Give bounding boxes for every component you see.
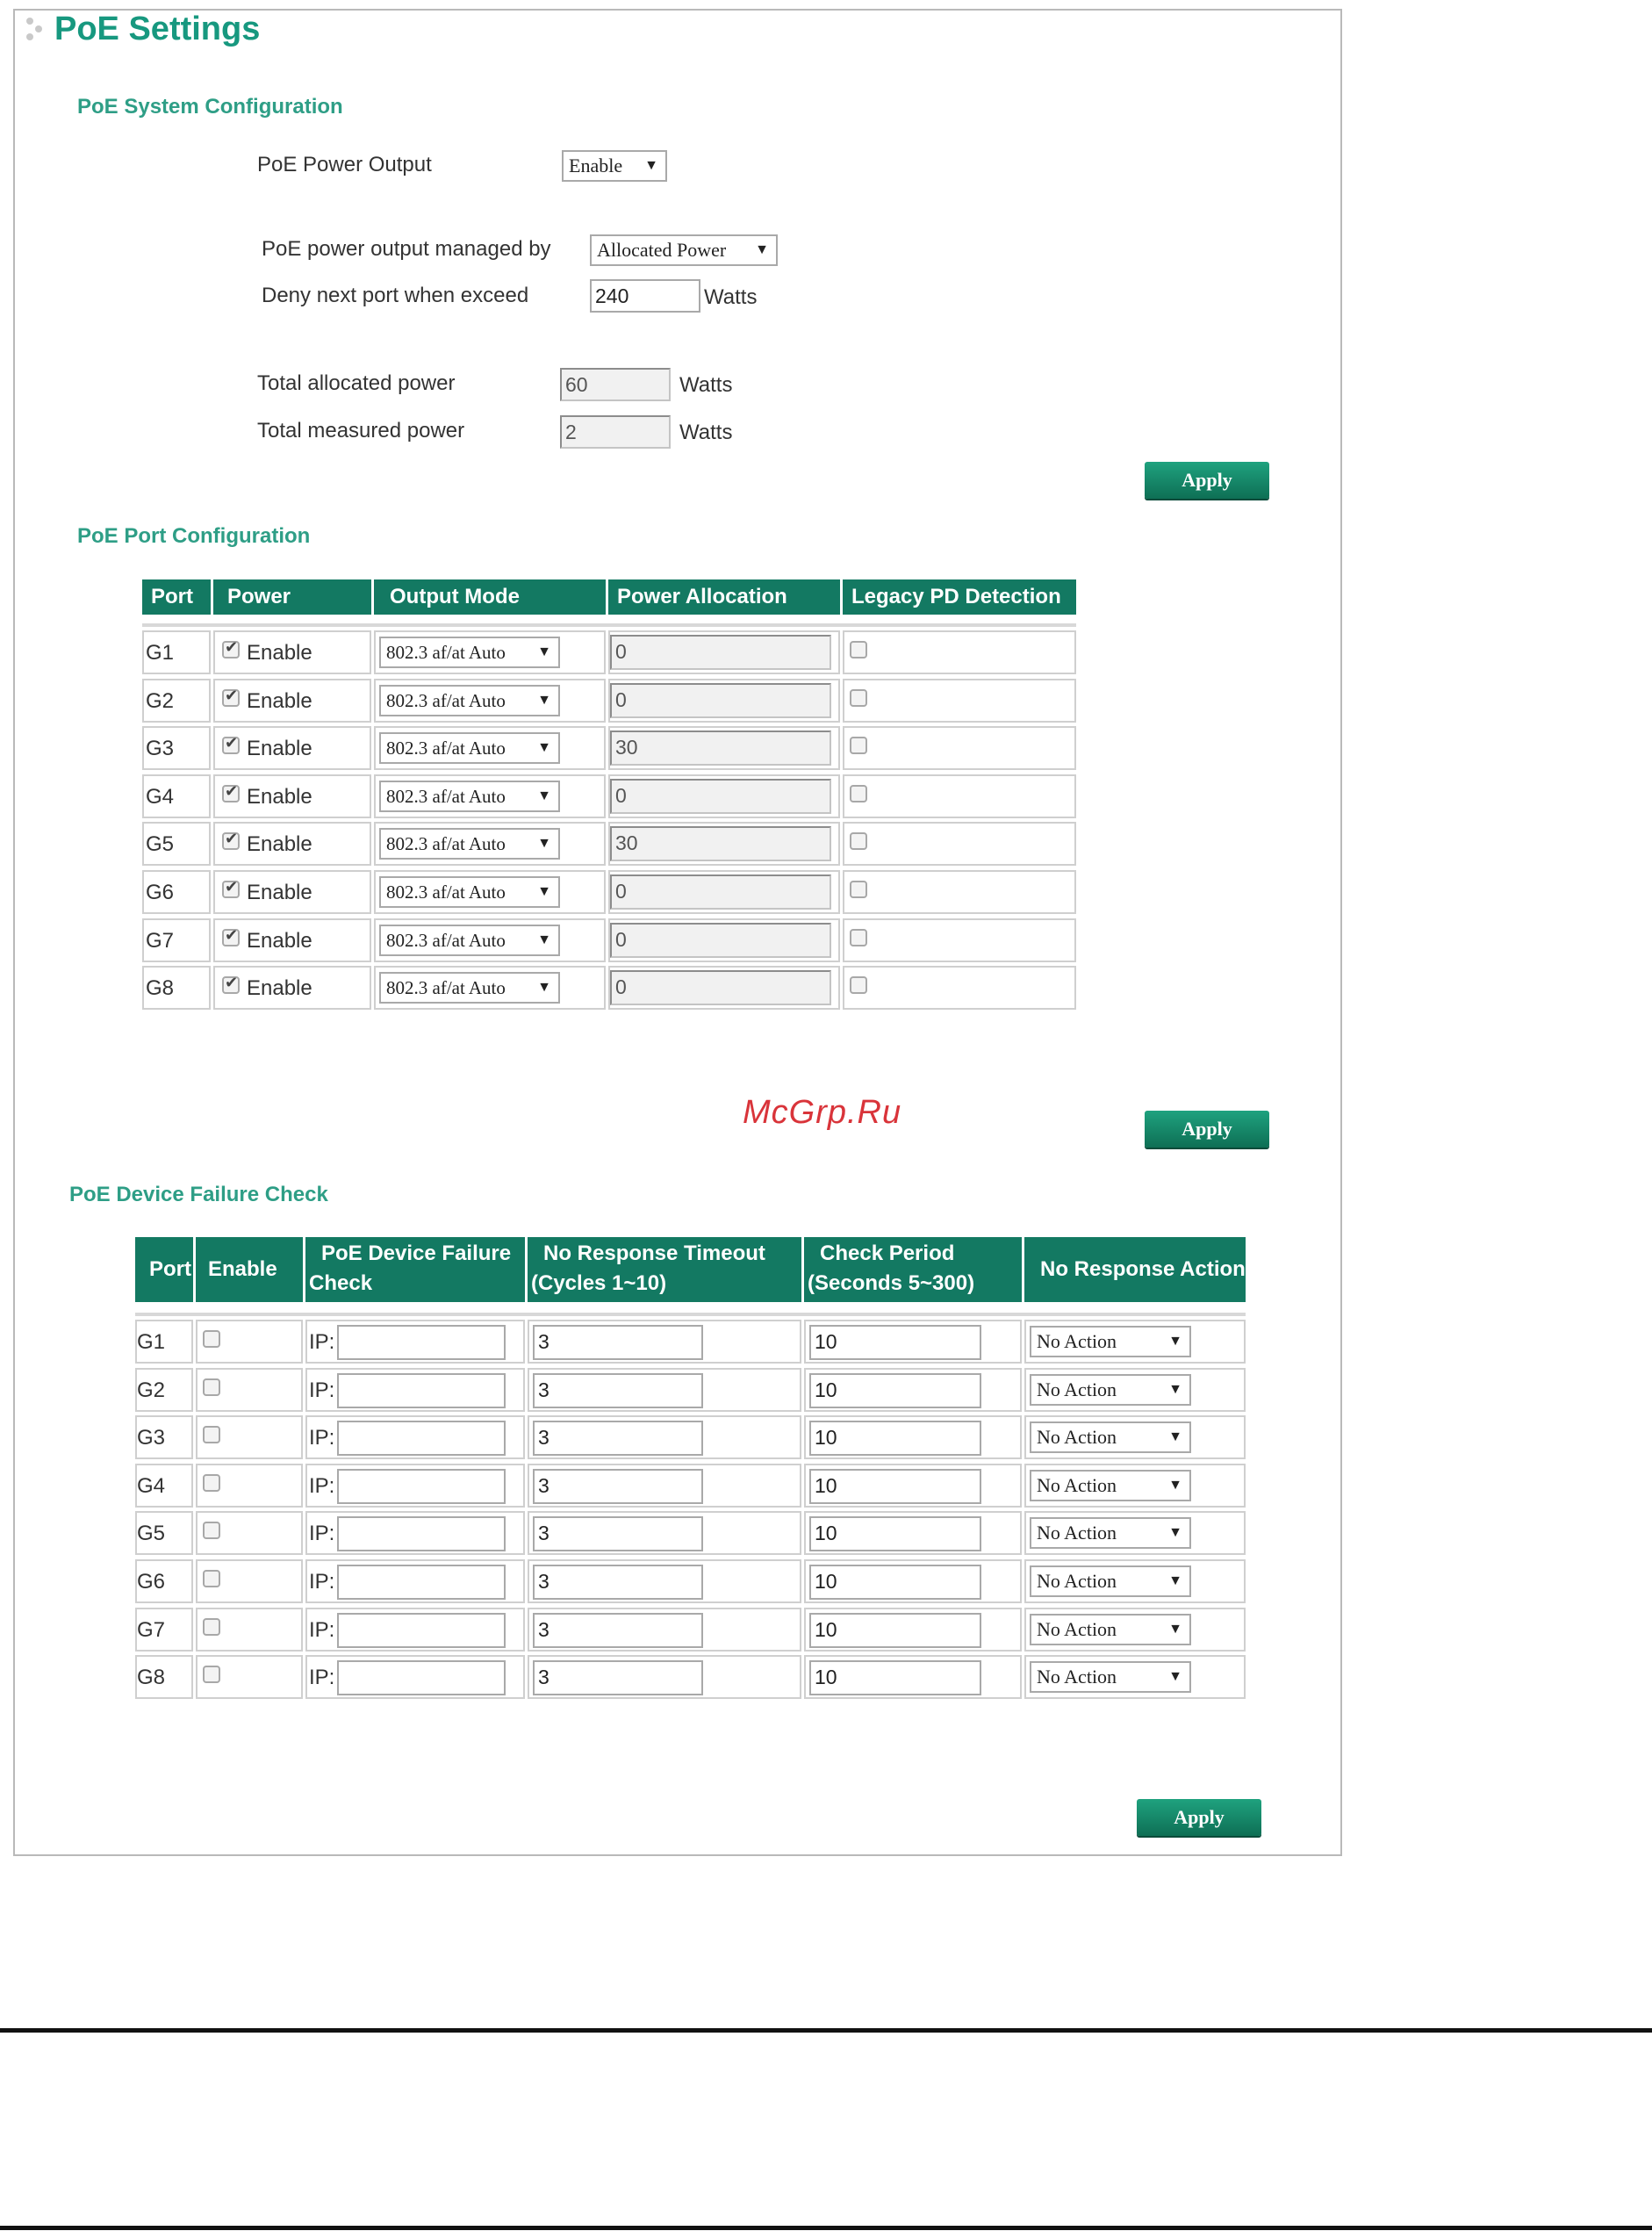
system-config-title: PoE System Configuration	[77, 95, 343, 119]
power-cell	[213, 630, 371, 674]
total-allocated-label: Total allocated power	[257, 371, 456, 395]
power-output-select[interactable]	[562, 150, 667, 182]
dropdown-arrow-icon: ▼	[1168, 1669, 1182, 1685]
output-mode-cell	[374, 774, 606, 818]
fc-period-input[interactable]: 10	[809, 1325, 981, 1360]
page-rule-top	[0, 2028, 1652, 2033]
power-enable-label: Enable	[247, 737, 312, 761]
fc-period-input[interactable]: 10	[809, 1421, 981, 1456]
title-bullet-icon	[25, 18, 51, 44]
fc-timeout-header-line1: No Response Timeout	[543, 1241, 765, 1265]
legacy-cell	[843, 918, 1076, 962]
fc-ip-cell	[305, 1511, 525, 1555]
legacy-pd-checkbox[interactable]	[850, 737, 867, 754]
power-output-label: PoE Power Output	[257, 153, 432, 176]
fc-ip-label: IP:	[309, 1666, 335, 1690]
fc-timeout-cell	[528, 1415, 801, 1459]
fc-enable-cell	[196, 1415, 303, 1459]
output-mode-cell	[374, 966, 606, 1010]
power-enable-checkbox[interactable]	[222, 689, 240, 707]
allocation-field: 0	[610, 635, 831, 670]
power-cell	[213, 774, 371, 818]
dropdown-arrow-icon: ▼	[1168, 1429, 1182, 1445]
fc-ip-label: IP:	[309, 1522, 335, 1546]
fc-enable-checkbox[interactable]	[203, 1330, 220, 1348]
allocation-field: 30	[610, 826, 831, 861]
failure-check-apply-button[interactable]: Apply	[1137, 1799, 1261, 1836]
managed-by-value: Allocated Power	[597, 239, 727, 261]
power-enable-checkbox[interactable]	[222, 832, 240, 850]
fc-enable-checkbox[interactable]	[203, 1570, 220, 1587]
managed-by-label: PoE power output managed by	[262, 237, 551, 261]
power-enable-checkbox[interactable]	[222, 641, 240, 659]
fc-action-value: No Action	[1037, 1378, 1117, 1400]
port-label: G4	[146, 784, 175, 809]
fc-action-value: No Action	[1037, 1473, 1117, 1496]
fc-action-value: No Action	[1037, 1666, 1117, 1688]
fc-ip-input[interactable]	[337, 1421, 506, 1456]
port-header: Port	[142, 579, 211, 615]
power-cell	[213, 726, 371, 770]
fc-port-label: G8	[137, 1666, 166, 1690]
dropdown-arrow-icon: ▼	[1168, 1573, 1182, 1588]
output-mode-select[interactable]	[379, 732, 560, 764]
output-mode-cell	[374, 870, 606, 914]
fc-action-cell	[1024, 1320, 1246, 1364]
output-mode-cell	[374, 679, 606, 723]
port-cell	[142, 870, 211, 914]
fc-action-cell	[1024, 1608, 1246, 1652]
power-output-value: Enable	[569, 155, 623, 176]
fc-port-label: G5	[137, 1522, 166, 1546]
allocation-cell	[608, 822, 840, 866]
dropdown-arrow-icon: ▼	[537, 980, 551, 996]
fc-enable-cell	[196, 1368, 303, 1412]
fc-port-label: G2	[137, 1378, 166, 1402]
fc-timeout-input[interactable]: 3	[533, 1613, 703, 1648]
fc-ip-cell	[305, 1559, 525, 1603]
port-label: G3	[146, 737, 175, 761]
power-enable-label: Enable	[247, 832, 312, 857]
fc-action-select[interactable]	[1030, 1661, 1191, 1693]
legacy-cell	[843, 822, 1076, 866]
fc-ip-label: IP:	[309, 1330, 335, 1354]
total-measured-field: 2	[560, 415, 671, 449]
fc-timeout-input[interactable]: 3	[533, 1421, 703, 1456]
power-allocation-header: Power Allocation	[608, 579, 840, 615]
output-mode-cell	[374, 726, 606, 770]
legacy-pd-checkbox[interactable]	[850, 832, 867, 850]
fc-enable-cell	[196, 1464, 303, 1508]
fc-timeout-cell	[528, 1608, 801, 1652]
fc-action-header: No Response Action	[1024, 1237, 1246, 1302]
fc-ip-input[interactable]	[337, 1469, 506, 1504]
fc-ip-cell	[305, 1368, 525, 1412]
output-mode-value: 802.3 af/at Auto	[386, 785, 506, 807]
fc-port-label: G4	[137, 1473, 166, 1498]
fc-ip-label: IP:	[309, 1570, 335, 1594]
power-enable-checkbox[interactable]	[222, 785, 240, 802]
fc-timeout-input[interactable]: 3	[533, 1469, 703, 1504]
power-enable-checkbox[interactable]	[222, 881, 240, 898]
fc-period-header-line2: (Seconds 5~300)	[808, 1271, 975, 1295]
output-mode-select[interactable]	[379, 781, 560, 812]
fc-ip-cell	[305, 1320, 525, 1364]
fc-period-input[interactable]: 10	[809, 1516, 981, 1551]
fc-action-select[interactable]	[1030, 1614, 1191, 1645]
fc-port-label: G1	[137, 1330, 166, 1354]
power-enable-label: Enable	[247, 784, 312, 809]
fc-period-cell	[804, 1655, 1022, 1699]
power-cell	[213, 870, 371, 914]
allocation-cell	[608, 630, 840, 674]
fc-action-cell	[1024, 1415, 1246, 1459]
allocation-field: 0	[610, 779, 831, 814]
dropdown-arrow-icon: ▼	[537, 788, 551, 803]
legacy-pd-checkbox[interactable]	[850, 641, 867, 659]
fc-period-cell	[804, 1559, 1022, 1603]
port-cell	[142, 774, 211, 818]
allocation-field: 30	[610, 730, 831, 766]
fc-ip-input[interactable]	[337, 1613, 506, 1648]
watermark-text: McGrp.Ru	[743, 1094, 902, 1131]
fc-enable-cell	[196, 1559, 303, 1603]
port-cell	[142, 966, 211, 1010]
fc-period-input[interactable]: 10	[809, 1565, 981, 1600]
allocation-cell	[608, 679, 840, 723]
deny-next-port-label: Deny next port when exceed	[262, 284, 529, 307]
port-label: G6	[146, 881, 175, 904]
fc-timeout-input[interactable]: 3	[533, 1565, 703, 1600]
fc-timeout-input[interactable]: 3	[533, 1516, 703, 1551]
fc-ip-cell	[305, 1464, 525, 1508]
fc-action-value: No Action	[1037, 1426, 1117, 1449]
deny-next-port-input[interactable]: 240	[590, 279, 700, 313]
fc-action-cell	[1024, 1368, 1246, 1412]
managed-by-select[interactable]	[590, 234, 778, 266]
output-mode-select[interactable]	[379, 925, 560, 956]
fc-ip-label: IP:	[309, 1617, 335, 1642]
fc-action-select[interactable]	[1030, 1374, 1191, 1406]
port-config-title: PoE Port Configuration	[77, 524, 311, 548]
output-mode-cell	[374, 630, 606, 674]
legacy-cell	[843, 774, 1076, 818]
fc-check-header-line1: PoE Device Failure	[321, 1241, 512, 1265]
dropdown-arrow-icon: ▼	[537, 692, 551, 708]
fc-port-cell	[135, 1511, 193, 1555]
fc-port-cell	[135, 1368, 193, 1412]
fc-enable-checkbox[interactable]	[203, 1522, 220, 1539]
output-mode-value: 802.3 af/at Auto	[386, 833, 506, 855]
fc-action-select[interactable]	[1030, 1470, 1191, 1501]
fc-ip-label: IP:	[309, 1378, 335, 1402]
fc-enable-checkbox[interactable]	[203, 1426, 220, 1443]
fc-port-cell	[135, 1559, 193, 1603]
dropdown-arrow-icon: ▼	[537, 644, 551, 659]
legacy-pd-checkbox[interactable]	[850, 689, 867, 707]
dropdown-arrow-icon: ▼	[1168, 1334, 1182, 1349]
fc-timeout-input[interactable]: 3	[533, 1373, 703, 1408]
power-enable-label: Enable	[247, 928, 312, 953]
allocation-cell	[608, 726, 840, 770]
legacy-pd-checkbox[interactable]	[850, 881, 867, 898]
output-mode-header: Output Mode	[374, 579, 606, 615]
fc-timeout-cell	[528, 1655, 801, 1699]
fc-ip-cell	[305, 1608, 525, 1652]
port-apply-button[interactable]: Apply	[1145, 1111, 1269, 1148]
fc-timeout-cell	[528, 1464, 801, 1508]
fc-enable-checkbox[interactable]	[203, 1474, 220, 1492]
fc-action-value: No Action	[1037, 1617, 1117, 1640]
fc-check-header	[305, 1237, 525, 1302]
port-label: G8	[146, 976, 175, 1001]
power-cell	[213, 679, 371, 723]
fc-port-label: G7	[137, 1617, 166, 1642]
dropdown-arrow-icon: ▼	[1168, 1381, 1182, 1397]
fc-action-value: No Action	[1037, 1330, 1117, 1352]
fc-ip-cell	[305, 1655, 525, 1699]
fc-action-value: No Action	[1037, 1570, 1117, 1592]
output-mode-value: 802.3 af/at Auto	[386, 929, 506, 951]
output-mode-select[interactable]	[379, 685, 560, 716]
fc-port-label: G6	[137, 1570, 166, 1594]
fc-period-cell	[804, 1320, 1022, 1364]
power-enable-label: Enable	[247, 688, 312, 713]
fc-action-cell	[1024, 1559, 1246, 1603]
fc-timeout-input[interactable]: 3	[533, 1325, 703, 1360]
power-enable-checkbox[interactable]	[222, 929, 240, 946]
legacy-cell	[843, 870, 1076, 914]
fc-enable-header: Enable	[196, 1237, 303, 1302]
output-mode-value: 802.3 af/at Auto	[386, 689, 506, 711]
fc-period-cell	[804, 1608, 1022, 1652]
page-rule-bottom	[0, 2226, 1652, 2230]
fc-ip-input[interactable]	[337, 1373, 506, 1408]
page-title: PoE Settings	[54, 11, 261, 47]
fc-ip-input[interactable]	[337, 1660, 506, 1695]
fc-port-cell	[135, 1320, 193, 1364]
output-mode-cell	[374, 822, 606, 866]
allocated-unit-label: Watts	[679, 373, 733, 397]
fc-enable-checkbox[interactable]	[203, 1666, 220, 1683]
fc-timeout-header	[528, 1237, 801, 1302]
fc-period-cell	[804, 1368, 1022, 1412]
legacy-pd-checkbox[interactable]	[850, 785, 867, 802]
output-mode-cell	[374, 918, 606, 962]
fc-action-cell	[1024, 1511, 1246, 1555]
fc-ip-input[interactable]	[337, 1325, 506, 1360]
legacy-pd-checkbox[interactable]	[850, 976, 867, 994]
fc-period-cell	[804, 1415, 1022, 1459]
fc-timeout-cell	[528, 1368, 801, 1412]
port-label: G7	[146, 928, 175, 953]
fc-ip-cell	[305, 1415, 525, 1459]
total-allocated-field: 60	[560, 368, 671, 401]
allocation-cell	[608, 774, 840, 818]
output-mode-select[interactable]	[379, 828, 560, 860]
fc-port-cell	[135, 1464, 193, 1508]
fc-period-input[interactable]: 10	[809, 1469, 981, 1504]
fc-timeout-cell	[528, 1559, 801, 1603]
port-cell	[142, 726, 211, 770]
legacy-cell	[843, 630, 1076, 674]
fc-period-cell	[804, 1511, 1022, 1555]
fc-action-select[interactable]	[1030, 1326, 1191, 1357]
fc-timeout-cell	[528, 1320, 801, 1364]
legacy-cell	[843, 679, 1076, 723]
deny-unit-label: Watts	[704, 285, 758, 309]
fc-ip-input[interactable]	[337, 1565, 506, 1600]
fc-check-header-line2: Check	[309, 1271, 373, 1295]
fc-enable-cell	[196, 1655, 303, 1699]
fc-period-header	[804, 1237, 1022, 1302]
output-mode-value: 802.3 af/at Auto	[386, 882, 506, 903]
dropdown-arrow-icon: ▼	[1168, 1621, 1182, 1637]
port-label: G5	[146, 832, 175, 857]
power-enable-checkbox[interactable]	[222, 737, 240, 754]
output-mode-select[interactable]	[379, 637, 560, 668]
dropdown-arrow-icon: ▼	[537, 740, 551, 756]
power-cell	[213, 918, 371, 962]
output-mode-select[interactable]	[379, 876, 560, 908]
legacy-cell	[843, 726, 1076, 770]
legacy-pd-header: Legacy PD Detection	[843, 579, 1076, 615]
dropdown-arrow-icon: ▼	[537, 932, 551, 947]
fc-port-cell	[135, 1655, 193, 1699]
output-mode-value: 802.3 af/at Auto	[386, 738, 506, 759]
fc-period-input[interactable]: 10	[809, 1373, 981, 1408]
fc-enable-cell	[196, 1608, 303, 1652]
fc-action-value: No Action	[1037, 1522, 1117, 1544]
fc-period-input[interactable]: 10	[809, 1613, 981, 1648]
legacy-pd-checkbox[interactable]	[850, 929, 867, 946]
fc-enable-cell	[196, 1511, 303, 1555]
allocation-cell	[608, 918, 840, 962]
fc-port-header: Port	[135, 1237, 193, 1302]
port-cell	[142, 918, 211, 962]
fc-period-cell	[804, 1464, 1022, 1508]
fc-port-cell	[135, 1608, 193, 1652]
power-enable-label: Enable	[247, 641, 312, 665]
output-mode-select[interactable]	[379, 972, 560, 1004]
allocation-cell	[608, 870, 840, 914]
dropdown-arrow-icon: ▼	[755, 242, 769, 257]
fc-enable-checkbox[interactable]	[203, 1618, 220, 1636]
dropdown-arrow-icon: ▼	[537, 884, 551, 899]
power-enable-checkbox[interactable]	[222, 976, 240, 994]
total-measured-label: Total measured power	[257, 419, 465, 443]
port-label: G1	[146, 641, 175, 665]
fc-ip-label: IP:	[309, 1473, 335, 1498]
port-label: G2	[146, 688, 175, 713]
fc-action-cell	[1024, 1464, 1246, 1508]
power-enable-label: Enable	[247, 881, 312, 904]
fc-port-label: G3	[137, 1426, 166, 1450]
allocation-field: 0	[610, 970, 831, 1005]
fc-action-select[interactable]	[1030, 1517, 1191, 1549]
fc-port-cell	[135, 1415, 193, 1459]
fc-action-select[interactable]	[1030, 1421, 1191, 1453]
fc-timeout-cell	[528, 1511, 801, 1555]
port-cell	[142, 630, 211, 674]
fc-enable-cell	[196, 1320, 303, 1364]
allocation-field: 0	[610, 923, 831, 958]
fc-timeout-header-line2: (Cycles 1~10)	[531, 1271, 667, 1295]
allocation-field: 0	[610, 683, 831, 718]
dropdown-arrow-icon: ▼	[1168, 1477, 1182, 1493]
power-enable-label: Enable	[247, 976, 312, 1001]
system-apply-button[interactable]: Apply	[1145, 462, 1269, 499]
fc-ip-input[interactable]	[337, 1516, 506, 1551]
power-header: Power	[213, 579, 371, 615]
port-cell	[142, 679, 211, 723]
output-mode-value: 802.3 af/at Auto	[386, 642, 506, 663]
fc-timeout-input[interactable]: 3	[533, 1660, 703, 1695]
dropdown-arrow-icon: ▼	[644, 158, 658, 173]
allocation-field: 0	[610, 874, 831, 910]
allocation-cell	[608, 966, 840, 1010]
dropdown-arrow-icon: ▼	[537, 836, 551, 852]
dropdown-arrow-icon: ▼	[1168, 1525, 1182, 1541]
measured-unit-label: Watts	[679, 421, 733, 444]
fc-period-input[interactable]: 10	[809, 1660, 981, 1695]
fc-enable-checkbox[interactable]	[203, 1378, 220, 1396]
failure-check-title: PoE Device Failure Check	[69, 1183, 328, 1206]
power-cell	[213, 822, 371, 866]
power-cell	[213, 966, 371, 1010]
output-mode-value: 802.3 af/at Auto	[386, 977, 506, 999]
fc-ip-label: IP:	[309, 1426, 335, 1450]
fc-action-cell	[1024, 1655, 1246, 1699]
fc-action-select[interactable]	[1030, 1565, 1191, 1597]
port-cell	[142, 822, 211, 866]
fc-period-header-line1: Check Period	[820, 1241, 955, 1265]
legacy-cell	[843, 966, 1076, 1010]
